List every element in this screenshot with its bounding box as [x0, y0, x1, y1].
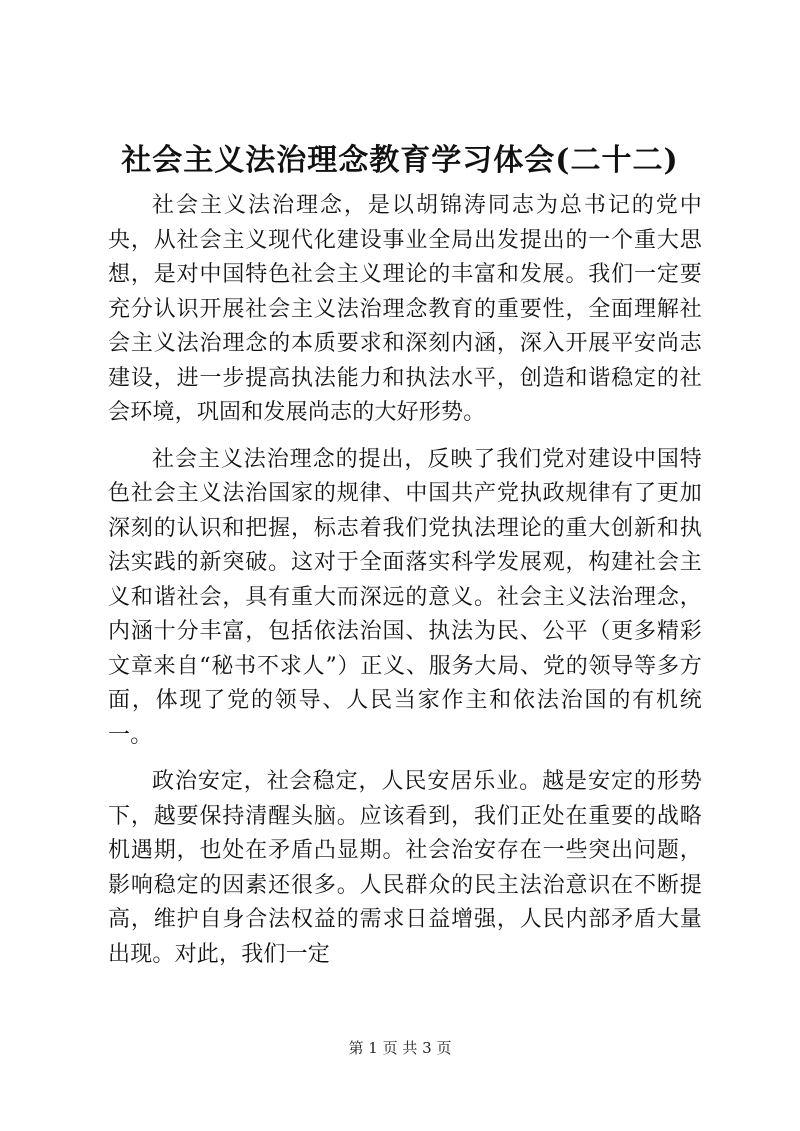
paragraph-2: 社会主义法治理念的提出，反映了我们党对建设中国特色社会主义法治国家的规律、中国共产党执政规律有了更加深刻的认识和把握，标志着我们党执法理论的重大创新和执法实践的新突破。这对于全面落实科学发展观，构建社会主义和谐社会，具有重大而深远的意义。社会主义法治理念，内涵十分丰富，包括依法治国、执法为民、公平（更多精彩文章来自“秘书不求人”）正义、服务大局、党的领导等多方面，体现了党的领导、人民当家作主和依法治国的有机统一。 [108, 446, 702, 748]
page-number-footer: 第 1 页 共 3 页 [348, 1039, 452, 1057]
document-body [108, 189, 702, 972]
document-title: 社会主义法治理念教育学习体会(二十二) [121, 143, 679, 178]
paragraph-3: 政治安定，社会稳定，人民安居乐业。越是安定的形势下，越要保持清醒头脑。应该看到，我们正处在重要的战略机遇期，也处在矛盾凸显期。社会治安存在一些突出问题，影响稳定的因素还很多。人民群众的民主法治意识在不断提高，维护自身合法权益的需求日益增强，人民内部矛盾大量出现。对此，我们一定 [108, 769, 702, 967]
paragraph-1: 社会主义法治理念，是以胡锦涛同志为总书记的党中央，从社会主义现代化建设事业全局出发提出的一个重大思想，是对中国特色社会主义理论的丰富和发展。我们一定要充分认识开展社会主义法治理念教育的重要性，全面理解社会主义法治理念的本质要求和深刻内涵，深入开展平安尚志建设，进一步提高执法能力和执法水平，创造和谐稳定的社会环境，巩固和发展尚志的大好形势。 [108, 193, 702, 425]
